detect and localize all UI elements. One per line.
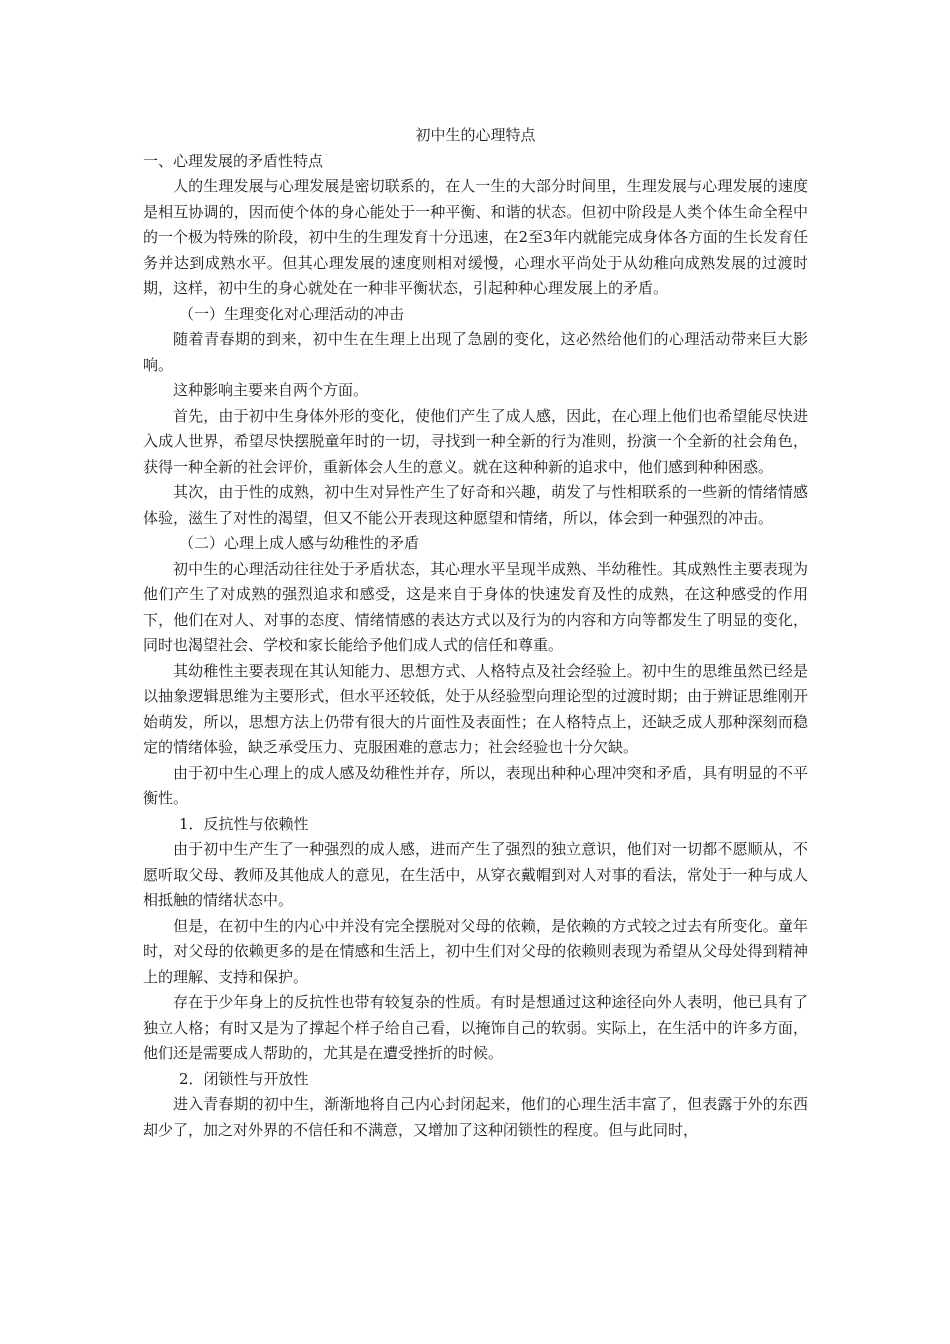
section-heading: 一、心理发展的矛盾性特点: [143, 151, 324, 170]
subsection-heading: （一）生理变化对心理活动的冲击: [179, 304, 405, 323]
paragraph: 这种影响主要来自两个方面。: [173, 381, 369, 399]
paragraph: 随着青春期的到来，初中生在生理上出现了急剧的变化，这必然给他们的心理活动带来巨大影响。: [143, 330, 808, 374]
paragraph: 首先，由于初中生身体外形的变化，使他们产生了成人感，因此，在心理上他们也希望能尽快进入成人世界，希望尽快摆脱童年时的一切，寻找到一种全新的行为准则，扮演一个全新的社会角色，获得一种全新的社会评价，重新体会人生的意义。就在这种种新的追求中，他们感到种种困惑。: [143, 406, 808, 476]
paragraph: 初中生的心理活动往往处于矛盾状态，其心理水平呈现半成熟、半幼稚性。其成熟性主要表现为他们产生了对成熟的强烈追求和感受，这是来自于身体的快速发育及性的成熟，在这种感受的作用下，他们在对人、对事的态度、情绪情感的表达方式以及行为的内容和方向等都发生了明显的变化，同时也渴望社会、学校和家长能给予他们成人式的信任和尊重。: [143, 559, 808, 654]
paragraph: 其次，由于性的成熟，初中生对异性产生了好奇和兴趣，萌发了与性相联系的一些新的情绪情感体验，滋生了对性的渴望，但又不能公开表现这种愿望和情绪，所以，体会到一种强烈的冲击。: [143, 483, 808, 527]
item-heading: 2．闭锁性与开放性: [179, 1069, 309, 1088]
paragraph: 由于初中生产生了一种强烈的成人感，进而产生了强烈的独立意识，他们对一切都不愿顺从，不愿听取父母、教师及其他成人的意见，在生活中，从穿衣戴帽到对人对事的看法，常处于一种与成人相抵触的情绪状态中。: [143, 840, 808, 909]
paragraph: 进入青春期的初中生，渐渐地将自己内心封闭起来，他们的心理生活丰富了，但表露于外的东西却少了，加之对外界的不信任和不满意，又增加了这种闭锁性的程度。但与此同时，: [143, 1095, 808, 1139]
item-heading: 1．反抗性与依赖性: [179, 814, 309, 833]
document-page: [143, 123, 808, 1143]
paragraph: 存在于少年身上的反抗性也带有较复杂的性质。有时是想通过这种途径向外人表明，他已具有了独立人格；有时又是为了撑起个样子给自己看，以掩饰自己的软弱。实际上，在生活中的许多方面，他们还是需要成人帮助的，尤其是在遭受挫折的时候。: [143, 993, 808, 1062]
paragraph: 其幼稚性主要表现在其认知能力、思想方式、人格特点及社会经验上。初中生的思维虽然已经是以抽象逻辑思维为主要形式，但水平还较低，处于从经验型向理论型的过渡时期；由于辨证思维刚开始萌发，所以，思想方法上仍带有很大的片面性及表面性；在人格特点上，还缺乏成人那种深刻而稳定的情绪体验，缺乏承受压力、克服困难的意志力；社会经验也十分欠缺。: [143, 661, 808, 756]
document-title: 初中生的心理特点: [415, 126, 536, 144]
subsection-heading: （二）心理上成人感与幼稚性的矛盾: [179, 534, 420, 552]
paragraph: 由于初中生心理上的成人感及幼稚性并存，所以，表现出种种心理冲突和矛盾，具有明显的不平衡性。: [143, 763, 808, 807]
paragraph: 人的生理发展与心理发展是密切联系的，在人一生的大部分时间里，生理发展与心理发展的速度是相互协调的，因而使个体的身心能处于一种平衡、和谐的状态。但初中阶段是人类个体生命全程中的一个极为特殊的阶段，初中生的生理发育十分迅速，在2至3年内就能完成身体各方面的生长发育任务并达到成熟水平。但其心理发展的速度则相对缓慢，心理水平尚处于从幼稚向成熟发展的过渡时期，这样，初中生的身心就处在一种非平衡状态，引起种种心理发展上的矛盾。: [143, 177, 808, 297]
paragraph: 但是，在初中生的内心中并没有完全摆脱对父母的依赖，是依赖的方式较之过去有所变化。童年时，对父母的依赖更多的是在情感和生活上，初中生们对父母的依赖则表现为希望从父母处得到精神上的理解、支持和保护。: [143, 916, 808, 986]
